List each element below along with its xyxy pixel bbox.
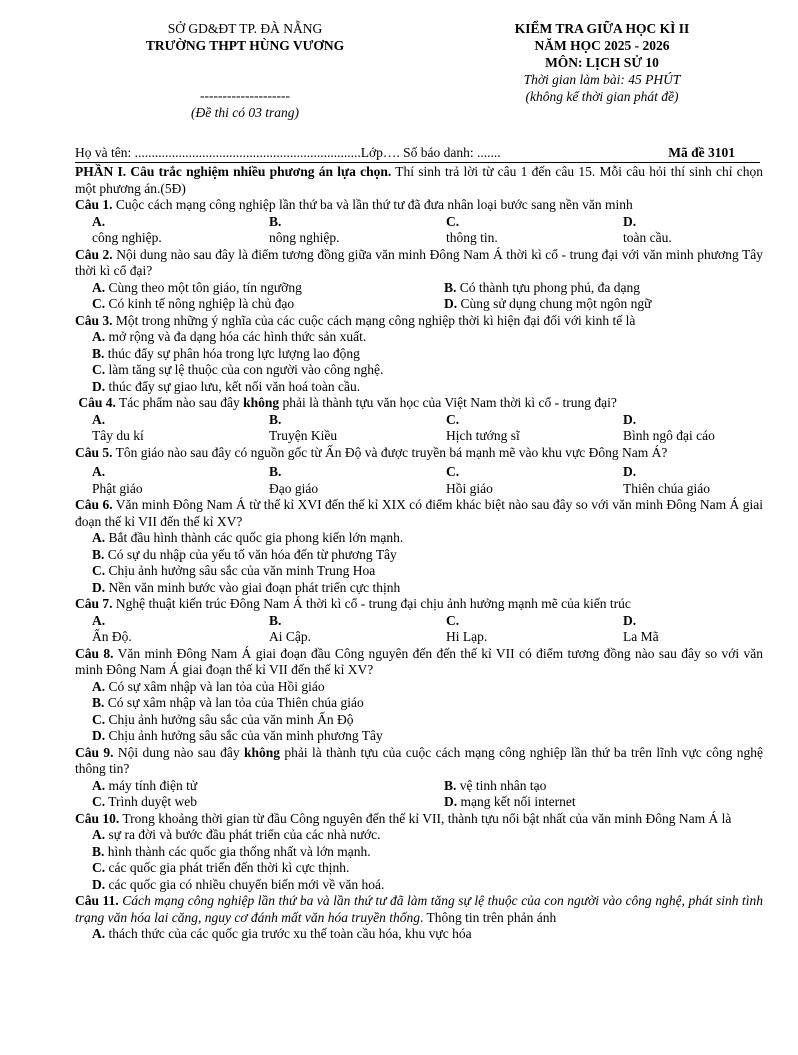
- header-right: [462, 20, 742, 105]
- question-number: Câu 1.: [75, 197, 113, 212]
- option-b: B. Có thành tựu phong phú, đa dạng: [444, 279, 640, 295]
- options-2-ab: [75, 280, 763, 297]
- student-fields: Họ và tên: ...................................................................Lớp…. Số báo danh: .......: [75, 145, 501, 160]
- option-b: B. Truyện Kiều: [269, 411, 338, 443]
- question-number: Câu 6.: [75, 497, 113, 512]
- duration-note: (không kể thời gian phát đề): [525, 89, 679, 104]
- question-9: Câu 9. Nội dung nào sau đây không phải là thành tựu của cuộc cách mạng công nghiệp lần thứ ba trên lĩnh vực công nghệ thông tin?: [75, 744, 763, 776]
- keyword: không: [243, 744, 281, 760]
- question-quote: Cách mạng công nghiệp lần thứ ba và lần thứ tư đã làm tăng sự lệ thuộc của con người vào công nghệ, phát sinh tình trạng văn hóa lai căng, nguy cơ đánh mất văn hóa truyền thống: [75, 893, 764, 925]
- option-d: D. Thiên chúa giáo: [623, 464, 710, 496]
- question-text: Tôn giáo nào sau đây có nguồn gốc từ Ấn Độ và được truyền bá mạnh mẽ vào khu vực Đông Nam Á?: [112, 444, 668, 460]
- question-number: Câu 3.: [75, 312, 113, 328]
- keyword: không: [243, 395, 280, 410]
- option-c: C. Chịu ảnh hưởng sâu sắc của văn minh Trung Hoa: [92, 563, 376, 578]
- option-a: A. công nghiệp.: [92, 213, 162, 245]
- question-number: Câu 8.: [75, 645, 114, 661]
- option-a: A. máy tính điện tử: [92, 777, 198, 793]
- option-d: D. Bình ngô đại cáo: [623, 411, 715, 443]
- question-text: Nghệ thuật kiến trúc Đông Nam Á thời kì cổ - trung đại chịu ảnh hưởng mạnh mẽ của kiến trúc: [112, 596, 631, 611]
- question-number: Câu 9.: [75, 744, 114, 760]
- option-a: A. Cùng theo một tôn giáo, tín ngưỡng: [92, 279, 302, 295]
- option-c: C. Chịu ảnh hưởng sâu sắc của văn minh Ấn Độ: [92, 711, 354, 727]
- option-b: B. vệ tinh nhân tạo: [444, 777, 547, 793]
- option-d: D. Chịu ảnh hưởng sâu sắc của văn minh phương Tây: [92, 728, 383, 743]
- question-text: Nội dung nào sau đây là điểm tương đồng giữa văn minh Đông Nam Á thời kì cổ - trung đại với văn minh phương Tây thời kì cổ đại?: [75, 246, 763, 278]
- option-d: D. Cùng sử dụng chung một ngôn ngữ: [444, 296, 652, 311]
- option-a: A. Có sự xâm nhập và lan tỏa của Hồi giáo: [92, 678, 325, 694]
- option-d: D. các quốc gia có nhiều chuyển biến mới về văn hoá.: [92, 876, 385, 892]
- part1-title: PHẦN I. Câu trắc nghiệm nhiều phương án lựa chọn.: [75, 164, 392, 179]
- part1-heading: [75, 164, 763, 197]
- question-7: [75, 596, 763, 613]
- question-number: Câu 2.: [75, 246, 113, 262]
- option-d: D. La Mã: [623, 612, 659, 644]
- option-c: C. thông tin.: [446, 213, 498, 245]
- question-6: [75, 497, 763, 530]
- question-number: Câu 10.: [75, 810, 120, 826]
- question-4: Câu 4. Tác phẩm nào sau đây không phải là thành tựu văn học của Việt Nam thời kì cổ - trung đại?: [78, 395, 617, 410]
- exam-body: [75, 164, 763, 943]
- question-3: [75, 313, 763, 330]
- exam-header: [0, 20, 798, 120]
- part1-instruction: Thí sinh trả lời từ câu 1 đến câu 15. Mỗi câu hỏi thí sinh chỉ chọn một phương án.(5Đ): [75, 164, 763, 196]
- options-2-cd: [75, 296, 763, 313]
- options-4: [75, 412, 763, 445]
- subject: MÔN: LỊCH SỬ 10: [545, 55, 659, 70]
- option-b: B. Đạo giáo: [269, 464, 319, 496]
- question-text: Cuộc cách mạng công nghiệp lần thứ ba và lần thứ tư đã đưa nhân loại bước sang nền văn minh: [112, 197, 633, 212]
- question-10: [75, 811, 763, 828]
- school-name: TRƯỜNG THPT HÙNG VƯƠNG: [145, 38, 345, 53]
- header-left: [105, 20, 385, 121]
- option-c: C. Trình duyệt web: [92, 794, 198, 809]
- option-b: B. hình thành các quốc gia thống nhất và lớn mạnh.: [92, 843, 371, 859]
- question-number: Câu 5.: [75, 444, 113, 460]
- question-number: Câu 11.: [75, 893, 119, 908]
- exam-title: KIỂM TRA GIỮA HỌC KÌ II: [514, 21, 690, 36]
- question-2: [75, 247, 763, 280]
- option-c: C. các quốc gia phát triển đến thời kì cực thịnh.: [92, 860, 350, 875]
- question-text: Văn minh Đông Nam Á từ thế kỉ XVI đến thế kỉ XIX có điểm khác biệt nào sau đây so với văn minh Đông Nam Á giai đoạn thế kỉ VII đến thế kỉ XV?: [75, 497, 763, 529]
- option-b: B. Có sự du nhập của yếu tố văn hóa đến từ phương Tây: [92, 546, 397, 562]
- options-5: [75, 464, 763, 497]
- student-info-line: [75, 145, 760, 161]
- option-a: A. Bắt đầu hình thành các quốc gia phong kiến lớn mạnh.: [92, 530, 404, 545]
- question-text: Văn minh Đông Nam Á giai đoạn đầu Công nguyên đến đến thế kỉ VII có điểm tương đồng nào sau đây so với văn minh Đông Nam Á giai đoạn thế kỉ VII đến thế kỉ XV?: [75, 645, 763, 677]
- question-1: [75, 197, 763, 214]
- question-11: [75, 893, 763, 926]
- question-8: [75, 646, 763, 679]
- question-text: . Thông tin trên phản ánh: [420, 909, 557, 925]
- question-text: Trong khoảng thời gian từ đầu Công nguyên đến thế kỉ VII, thành tựu nổi bật nhất của văn minh Đông Nam Á là: [119, 810, 732, 826]
- options-7: [75, 613, 763, 646]
- option-d: D. toàn cầu.: [623, 213, 672, 245]
- question-number: Câu 7.: [75, 596, 113, 611]
- option-c: C. làm tăng sự lệ thuộc của con người vào công nghệ.: [92, 362, 384, 377]
- option-b: B. Ai Cập.: [269, 612, 311, 644]
- option-d: D. Nền văn minh bước vào giai đoạn phát triển cực thịnh: [92, 579, 401, 595]
- option-a: A. Tây du kí: [92, 411, 144, 443]
- option-c: C. Hồi giáo: [446, 464, 493, 496]
- option-b: B. nông nghiệp.: [269, 213, 340, 245]
- question-number: Câu 4.: [78, 395, 116, 410]
- pages-note: (Đề thi có 03 trang): [191, 105, 299, 120]
- option-b: B. Có sự xâm nhập và lan tỏa của Thiên chúa giáo: [92, 695, 364, 710]
- exam-code: Mã đề 3101: [668, 145, 735, 160]
- options-9-ab: [75, 778, 763, 795]
- option-c: C. Hịch tướng sĩ: [446, 411, 520, 443]
- option-a: A. sự ra đời và bước đầu phát triển của các nhà nước.: [92, 827, 381, 842]
- duration: Thời gian làm bài: 45 PHÚT: [523, 72, 681, 87]
- question-5: [75, 445, 763, 462]
- option-d: D. thúc đẩy sự giao lưu, kết nối văn hoá toàn cầu.: [92, 378, 361, 394]
- header-rule: [75, 162, 760, 163]
- question-text: Một trong những ý nghĩa của các cuộc cách mạng công nghiệp thời kì hiện đại đối với kinh tế là: [112, 312, 636, 328]
- option-a: A. Phật giáo: [92, 464, 143, 496]
- option-c: C. Hi Lạp.: [446, 612, 488, 644]
- option-b: B. thúc đẩy sự phân hóa trong lực lượng lao động: [92, 345, 360, 361]
- department-name: SỞ GD&ĐT TP. ĐÀ NẴNG: [167, 21, 323, 36]
- option-a: A. Ấn Độ.: [92, 612, 132, 644]
- options-1: [75, 214, 763, 247]
- header-dashes: --------------------: [200, 88, 290, 103]
- option-d: D. mạng kết nối internet: [444, 794, 576, 809]
- school-year: NĂM HỌC 2025 - 2026: [534, 38, 670, 53]
- options-9-cd: [75, 794, 763, 811]
- option-a: A. thách thức của các quốc gia trước xu thế toàn cầu hóa, khu vực hóa: [92, 926, 472, 941]
- option-a: A. mở rộng và đa dạng hóa các hình thức sản xuất.: [92, 329, 367, 344]
- option-c: C. Có kinh tế nông nghiệp là chủ đạo: [92, 296, 295, 311]
